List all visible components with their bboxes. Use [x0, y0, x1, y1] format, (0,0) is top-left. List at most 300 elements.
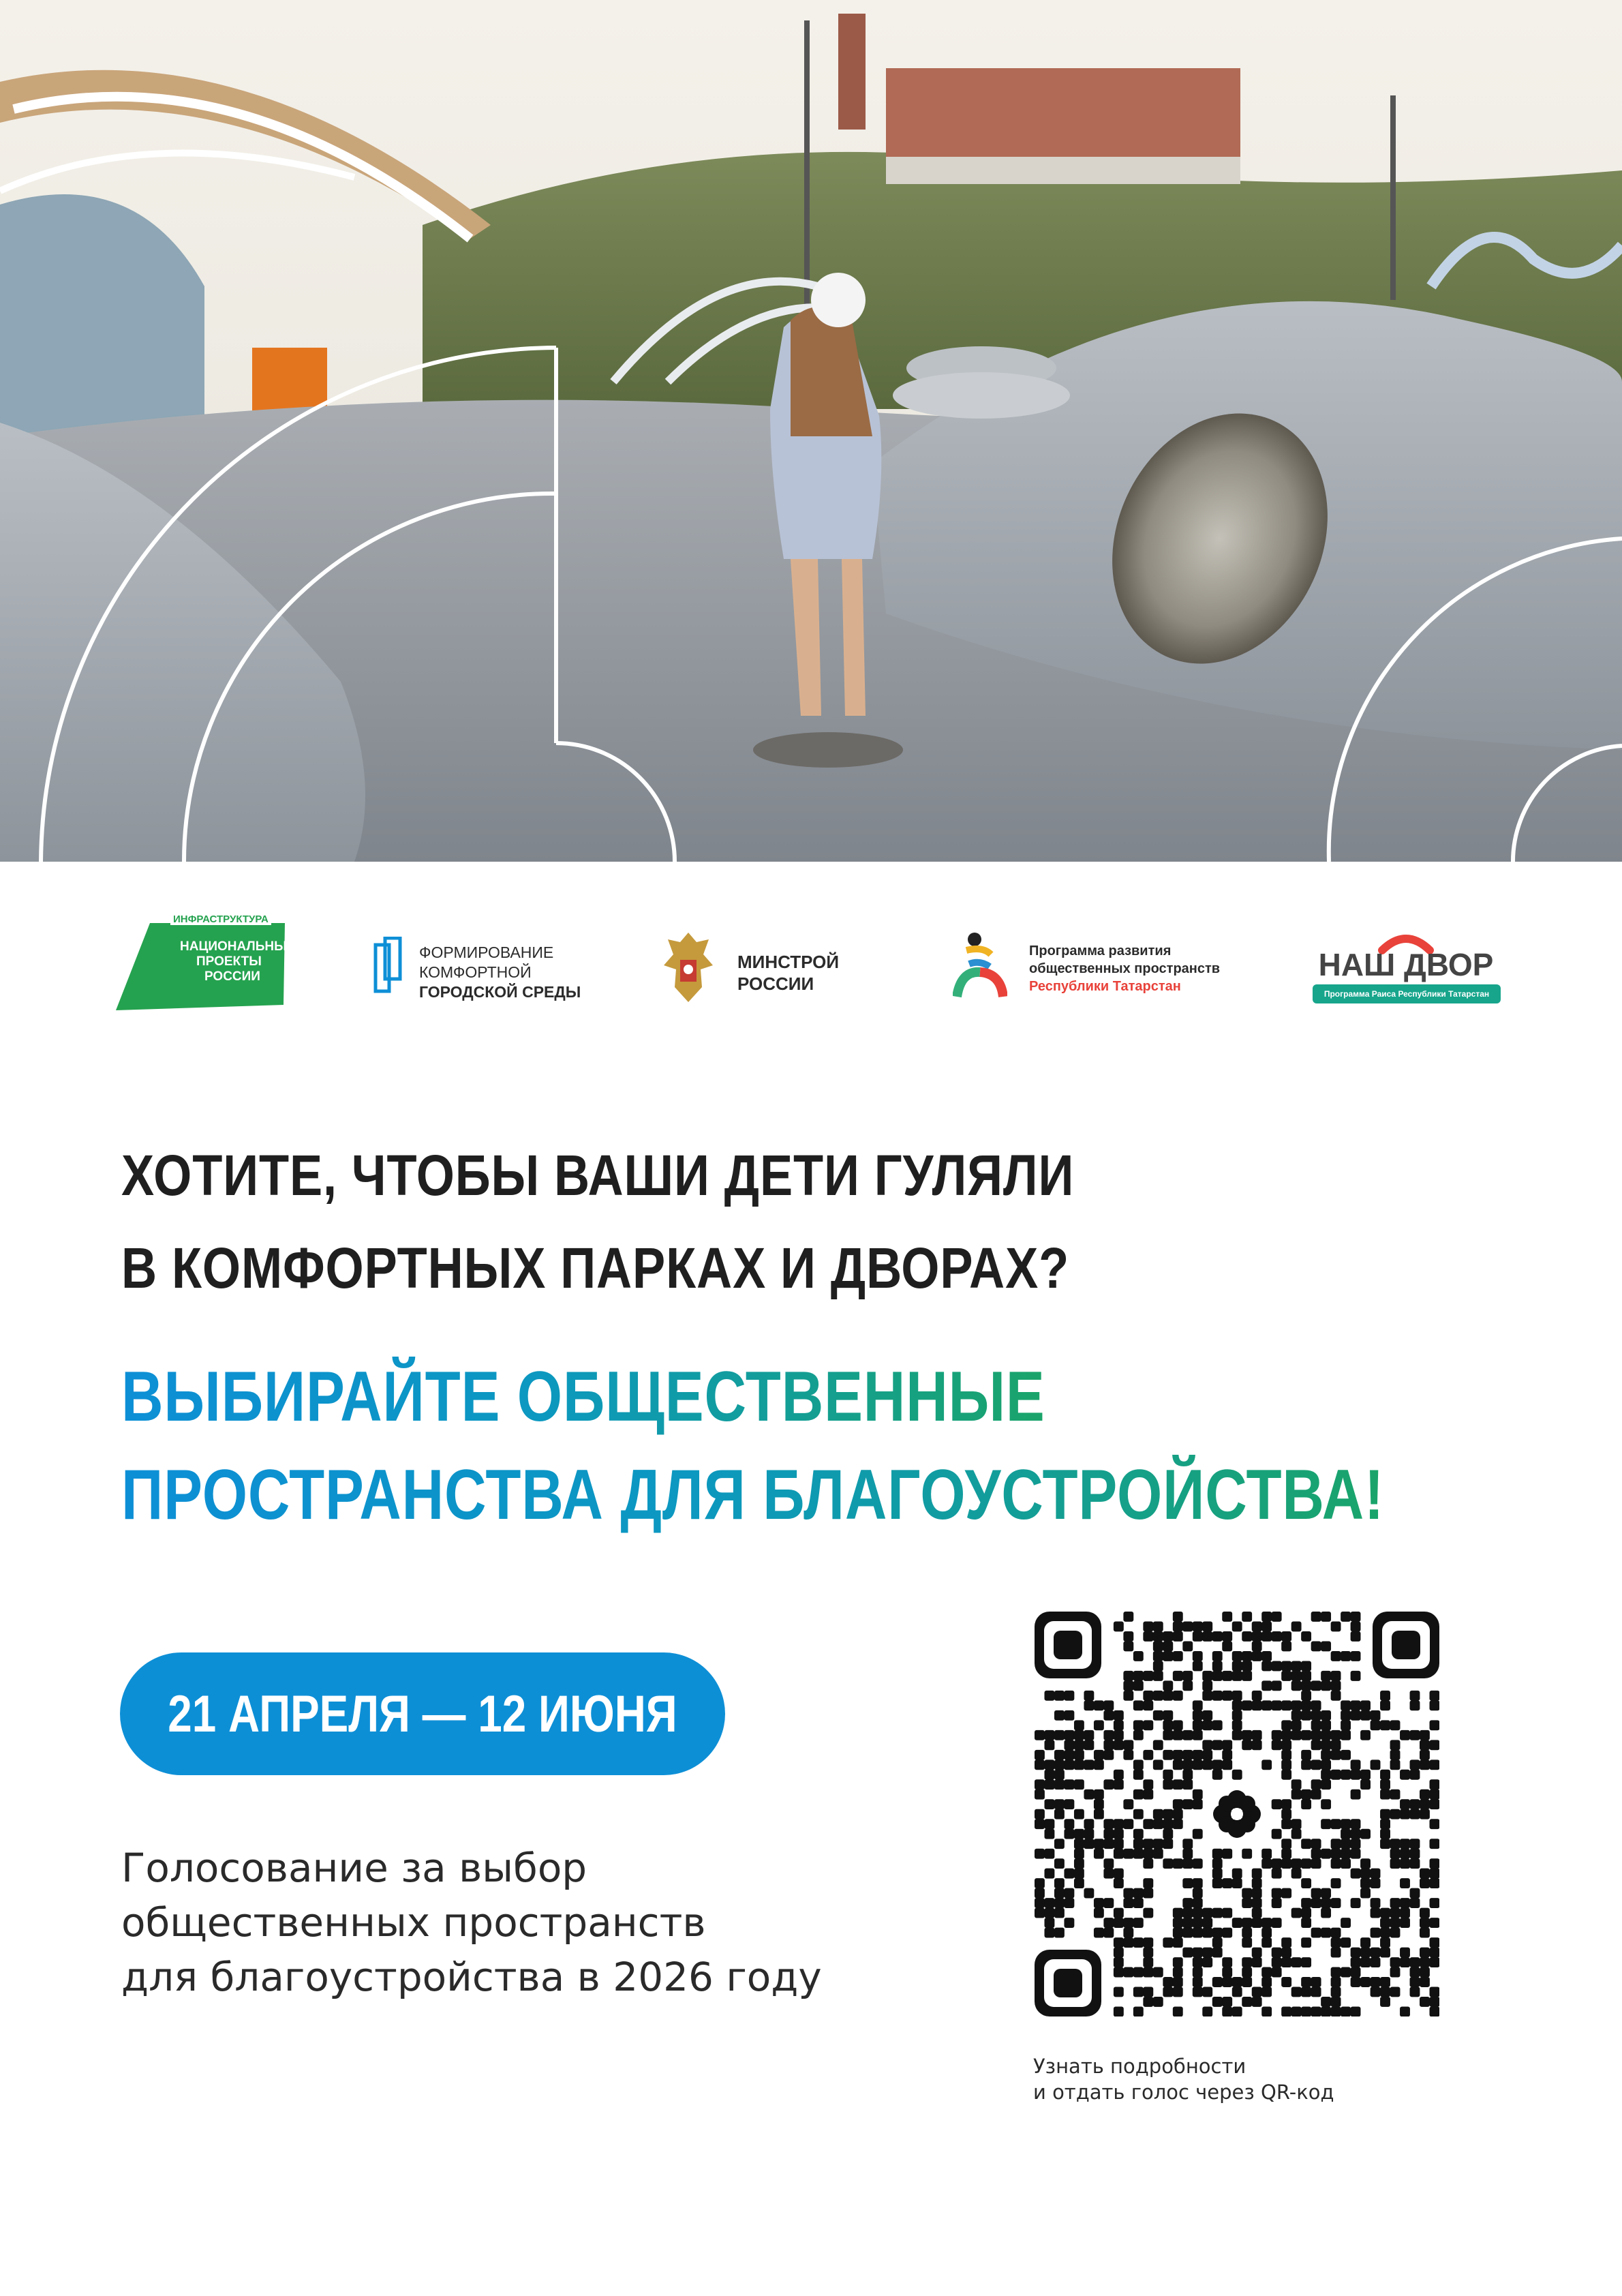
- qr-module: [1321, 1612, 1331, 1622]
- qr-module: [1084, 1730, 1094, 1740]
- qr-module: [1064, 1869, 1074, 1879]
- qr-module: [1331, 1849, 1341, 1859]
- qr-module: [1390, 1750, 1401, 1760]
- qr-module: [1202, 1987, 1212, 1997]
- qr-module: [1163, 1858, 1173, 1869]
- qr-module: [1094, 1839, 1104, 1849]
- qr-module: [1430, 1691, 1439, 1701]
- qr-module: [1272, 1948, 1282, 1958]
- qr-module: [1222, 1957, 1232, 1967]
- qr-module: [1212, 1740, 1223, 1750]
- qr-module: [1133, 1671, 1144, 1681]
- qr-module: [1242, 1612, 1252, 1622]
- qr-module: [1084, 1888, 1094, 1899]
- qr-module: [1173, 1612, 1183, 1622]
- qr-module: [1044, 1770, 1054, 1780]
- qr-module: [1074, 1730, 1084, 1740]
- qr-module: [1410, 1888, 1420, 1899]
- qr-module: [1252, 1631, 1262, 1642]
- qr-module: [1430, 1858, 1439, 1869]
- qr-module: [1380, 1700, 1390, 1710]
- qr-module: [1114, 1621, 1124, 1631]
- qr-module: [1143, 1849, 1153, 1859]
- qr-module: [1291, 1671, 1302, 1681]
- qr-module: [1153, 1621, 1163, 1631]
- qr-module: [1281, 1799, 1291, 1809]
- qr-module: [1261, 1661, 1272, 1671]
- qr-module: [1182, 1770, 1193, 1780]
- qr-module: [1103, 1898, 1114, 1908]
- qr-module: [1380, 1937, 1390, 1948]
- qr-module: [1123, 1691, 1133, 1701]
- qr-module: [1390, 1957, 1401, 1967]
- qr-module: [1074, 1858, 1084, 1869]
- qr-module: [1133, 1730, 1144, 1740]
- qr-module: [1242, 1631, 1252, 1642]
- qr-module: [1222, 1908, 1232, 1918]
- qr-module: [1123, 1799, 1133, 1809]
- qr-module: [1064, 1819, 1074, 1829]
- qr-module: [1301, 2007, 1311, 2016]
- qr-module: [1173, 1819, 1183, 1829]
- qr-module: [1281, 1888, 1291, 1899]
- qr-module: [1232, 1671, 1242, 1681]
- qr-module: [1163, 1691, 1173, 1701]
- cta-line-2: ПРОСТРАНСТВА ДЛЯ БЛАГОУСТРОЙСТВА!: [121, 1455, 1385, 1535]
- qr-module: [1103, 1839, 1114, 1849]
- qr-module: [1232, 1770, 1242, 1780]
- qr-module: [1193, 1799, 1203, 1809]
- qr-module: [1410, 1809, 1420, 1819]
- qr-module: [1301, 1918, 1311, 1928]
- qr-module: [1074, 1878, 1084, 1888]
- qr-module: [1351, 1967, 1361, 1978]
- qr-code[interactable]: [1035, 1612, 1439, 2016]
- qr-module: [1193, 1948, 1203, 1958]
- qr-module: [1272, 1730, 1282, 1740]
- qr-module: [1193, 1661, 1203, 1671]
- qr-module: [1133, 2007, 1144, 2016]
- qr-module: [1143, 1937, 1153, 1948]
- qr-module: [1430, 1918, 1439, 1928]
- qr-module: [1360, 1700, 1371, 1710]
- qr-module: [1341, 1849, 1351, 1859]
- qr-module: [1252, 1987, 1262, 1997]
- qr-module: [1114, 1720, 1124, 1730]
- qr-module: [1321, 1641, 1331, 1651]
- qr-module: [1410, 1977, 1420, 1987]
- date-range: 21 АПРЕЛЯ — 12 ИЮНЯ: [168, 1685, 677, 1743]
- qr-module: [1193, 1888, 1203, 1899]
- qr-module: [1341, 1730, 1351, 1740]
- qr-module: [1420, 1928, 1430, 1938]
- partner-logos: [0, 862, 1622, 1080]
- qr-module: [1331, 1680, 1341, 1691]
- qr-module: [1272, 1631, 1282, 1642]
- qr-module: [1103, 1829, 1114, 1839]
- qr-module: [1074, 1779, 1084, 1789]
- qr-module: [1153, 1849, 1163, 1859]
- qr-module: [1252, 1908, 1262, 1918]
- qr-module: [1143, 1789, 1153, 1800]
- qr-module: [1390, 1928, 1401, 1938]
- qr-module: [1173, 1918, 1183, 1928]
- building-icon: [371, 937, 406, 998]
- qr-module: [1173, 1858, 1183, 1869]
- qr-module: [1430, 1700, 1439, 1710]
- qr-module: [1371, 1720, 1381, 1730]
- qr-module: [1044, 1779, 1054, 1789]
- qr-module: [1272, 1957, 1282, 1967]
- qr-module: [1311, 1680, 1321, 1691]
- nashdvor-subtitle: Программа Раиса Республики Татарстан: [1313, 984, 1501, 1003]
- natproj-logo: [109, 913, 296, 1018]
- qr-module: [1301, 1858, 1311, 1869]
- qr-module: [1321, 1888, 1331, 1899]
- qr-module: [1371, 1908, 1381, 1918]
- qr-module: [1074, 1829, 1084, 1839]
- qr-module: [1103, 1740, 1114, 1750]
- qr-module: [1202, 1759, 1212, 1770]
- qr-module: [1390, 1809, 1401, 1819]
- qr-module: [1182, 1849, 1193, 1859]
- qr-module: [1064, 1898, 1074, 1908]
- qr-module: [1252, 1878, 1262, 1888]
- qr-module: [1390, 1759, 1401, 1770]
- qr-module: [1311, 1789, 1321, 1800]
- qr-module: [1341, 1839, 1351, 1849]
- qr-module: [1212, 1948, 1223, 1958]
- qr-module: [1173, 1720, 1183, 1730]
- qr-module: [1133, 1839, 1144, 1849]
- qr-module: [1281, 1839, 1291, 1849]
- qr-module: [1400, 1908, 1410, 1918]
- qr-module: [1133, 1987, 1144, 1997]
- qr-module: [1321, 1671, 1331, 1681]
- qr-module: [1351, 1898, 1361, 1908]
- qr-module: [1222, 2007, 1232, 2016]
- qr-module: [1400, 1957, 1410, 1967]
- qr-module: [1430, 1898, 1439, 1908]
- qr-module: [1143, 1997, 1153, 2007]
- qr-module: [1351, 1849, 1361, 1859]
- qr-module: [1430, 1819, 1439, 1829]
- qr-module: [1114, 1908, 1124, 1918]
- qr-module: [1202, 1928, 1212, 1938]
- qr-module: [1182, 1878, 1193, 1888]
- qr-module: [1261, 1680, 1272, 1691]
- qr-module: [1360, 1888, 1371, 1899]
- qr-module: [1212, 1878, 1223, 1888]
- qr-module: [1351, 1631, 1361, 1642]
- qr-module: [1380, 1720, 1390, 1730]
- qr-module: [1351, 1700, 1361, 1710]
- qr-module: [1272, 1700, 1282, 1710]
- qr-module: [1281, 1957, 1291, 1967]
- qr-module: [1311, 1977, 1321, 1987]
- qr-module: [1291, 1819, 1302, 1829]
- qr-module: [1351, 1710, 1361, 1721]
- qr-module: [1390, 1720, 1401, 1730]
- qr-module: [1331, 1819, 1341, 1829]
- qr-module: [1301, 1680, 1311, 1691]
- qr-module: [1360, 1937, 1371, 1948]
- qr-module: [1331, 1967, 1341, 1978]
- qr-module: [1242, 1661, 1252, 1671]
- qr-module: [1252, 1651, 1262, 1661]
- qr-module: [1400, 1770, 1410, 1780]
- qr-module: [1420, 1759, 1430, 1770]
- natproj-line2: ПРОЕКТЫ: [196, 954, 262, 969]
- qr-module: [1182, 1779, 1193, 1789]
- qr-module: [1420, 1730, 1430, 1740]
- qr-module: [1390, 1918, 1401, 1928]
- qr-module: [1103, 1710, 1114, 1721]
- qr-module: [1301, 1839, 1311, 1849]
- qr-module: [1331, 1770, 1341, 1780]
- qr-module: [1153, 1997, 1163, 2007]
- qr-module: [1103, 1819, 1114, 1829]
- qr-module: [1212, 1631, 1223, 1642]
- qr-module: [1242, 1937, 1252, 1948]
- qr-module: [1272, 1858, 1282, 1869]
- qr-module: [1311, 1759, 1321, 1770]
- qr-module: [1163, 1987, 1173, 1997]
- qr-module: [1252, 1898, 1262, 1908]
- qr-module: [1252, 1948, 1262, 1958]
- qr-module: [1163, 1809, 1173, 1819]
- qr-module: [1103, 1928, 1114, 1938]
- qr-module: [1430, 1957, 1439, 1967]
- qr-module: [1261, 1759, 1272, 1770]
- qr-module: [1410, 1987, 1420, 1997]
- qr-module: [1114, 1948, 1124, 1958]
- qr-module: [1193, 1621, 1203, 1631]
- qr-module: [1064, 1710, 1074, 1721]
- qr-module: [1390, 1858, 1401, 1869]
- qr-module: [1114, 1849, 1124, 1859]
- qr-module: [1272, 1918, 1282, 1928]
- qr-module: [1410, 1691, 1420, 1701]
- qr-module: [1212, 1691, 1223, 1701]
- qr-module: [1261, 2007, 1272, 2016]
- qr-module: [1182, 1948, 1193, 1958]
- fkgs-line3: ГОРОДСКОЙ СРЕДЫ: [419, 983, 581, 1001]
- qr-module: [1133, 1829, 1144, 1839]
- qr-module: [1114, 1967, 1124, 1978]
- qr-module: [1380, 1839, 1390, 1849]
- qr-module: [1054, 1779, 1065, 1789]
- qr-module: [1173, 1779, 1183, 1789]
- qr-module: [1272, 1661, 1282, 1671]
- qr-module: [1291, 1710, 1302, 1721]
- qr-module: [1242, 1740, 1252, 1750]
- qr-module: [1123, 1641, 1133, 1651]
- qr-module: [1133, 1809, 1144, 1819]
- qr-module: [1193, 1977, 1203, 1987]
- qr-module: [1182, 1641, 1193, 1651]
- qr-module: [1202, 2007, 1212, 2016]
- qr-module: [1252, 1869, 1262, 1879]
- qr-module: [1212, 1651, 1223, 1661]
- qr-module: [1301, 1908, 1311, 1918]
- qr-module: [1331, 1750, 1341, 1760]
- qr-module: [1281, 1937, 1291, 1948]
- qr-module: [1272, 1680, 1282, 1691]
- qr-module: [1163, 1710, 1173, 1721]
- qr-module: [1341, 1858, 1351, 1869]
- qr-module: [1163, 1631, 1173, 1642]
- qr-module: [1153, 1691, 1163, 1701]
- qr-module: [1143, 1720, 1153, 1730]
- qr-module: [1380, 1977, 1390, 1987]
- qr-module: [1163, 1651, 1173, 1661]
- qr-module: [1281, 1740, 1291, 1750]
- qr-module: [1222, 1691, 1232, 1701]
- qr-module: [1212, 1869, 1223, 1879]
- qr-module: [1252, 1621, 1262, 1631]
- qr-module: [1351, 1839, 1361, 1849]
- qr-module: [1321, 1898, 1331, 1908]
- qr-module: [1153, 1661, 1163, 1671]
- qr-module: [1390, 1987, 1401, 1997]
- qr-module: [1202, 1691, 1212, 1701]
- qr-module: [1311, 1700, 1321, 1710]
- qr-module: [1064, 1759, 1074, 1770]
- qr-module: [1054, 1809, 1065, 1819]
- qr-module: [1123, 1740, 1133, 1750]
- program-line1: Программа развития: [1029, 943, 1172, 958]
- qr-module: [1084, 1691, 1094, 1701]
- qr-module: [1331, 1898, 1341, 1908]
- qr-module: [1133, 1789, 1144, 1800]
- qr-module: [1114, 1730, 1124, 1740]
- qr-module: [1173, 1750, 1183, 1760]
- qr-module: [1360, 1957, 1371, 1967]
- qr-module: [1074, 1720, 1084, 1730]
- qr-module: [1182, 1908, 1193, 1918]
- qr-module: [1261, 1977, 1272, 1987]
- qr-module: [1035, 1789, 1045, 1800]
- qr-module: [1291, 1957, 1302, 1967]
- qr-module: [1371, 1948, 1381, 1958]
- qr-module: [1202, 1680, 1212, 1691]
- qr-module: [1054, 1878, 1065, 1888]
- qr-module: [1054, 1839, 1065, 1849]
- qr-module: [1341, 1710, 1351, 1721]
- qr-module: [1252, 1641, 1262, 1651]
- qr-module: [1103, 1750, 1114, 1760]
- qr-module: [1035, 1819, 1045, 1829]
- qr-module: [1351, 2007, 1361, 2016]
- qr-module: [1193, 1928, 1203, 1938]
- qr-module: [1163, 1730, 1173, 1740]
- qr-module: [1400, 1839, 1410, 1849]
- qr-module: [1103, 1730, 1114, 1740]
- program-logo: [953, 930, 1239, 1005]
- qr-module: [1351, 1948, 1361, 1958]
- qr-module: [1163, 1839, 1173, 1849]
- qr-module: [1291, 1661, 1302, 1671]
- qr-module: [1143, 1819, 1153, 1829]
- qr-module: [1173, 1967, 1183, 1978]
- qr-module: [1114, 1839, 1124, 1849]
- qr-module: [1430, 1779, 1439, 1789]
- qr-module: [1400, 2007, 1410, 2016]
- qr-module: [1351, 1651, 1361, 1661]
- qr-module: [1143, 1671, 1153, 1681]
- qr-module: [1064, 1829, 1074, 1839]
- qr-module: [1153, 1641, 1163, 1651]
- qr-module: [1281, 1730, 1291, 1740]
- natproj-top-label: ИНФРАСТРУКТУРА: [170, 913, 271, 925]
- qr-module: [1173, 1957, 1183, 1967]
- qr-module: [1114, 1869, 1124, 1879]
- qr-module: [1153, 1819, 1163, 1829]
- qr-module: [1410, 1759, 1420, 1770]
- qr-module: [1390, 1898, 1401, 1908]
- qr-module: [1044, 1740, 1054, 1750]
- qr-module: [1094, 1750, 1104, 1760]
- qr-module: [1371, 1987, 1381, 1997]
- qr-finder-top-left: [1035, 1612, 1101, 1678]
- qr-module: [1193, 1967, 1203, 1978]
- qr-module: [1242, 1671, 1252, 1681]
- qr-module: [1311, 1898, 1321, 1908]
- qr-module: [1163, 1750, 1173, 1760]
- qr-module: [1153, 1631, 1163, 1642]
- qr-module: [1390, 1849, 1401, 1859]
- qr-module: [1054, 1750, 1065, 1760]
- qr-module: [1232, 2007, 1242, 2016]
- qr-module: [1143, 1779, 1153, 1789]
- qr-module: [1341, 1967, 1351, 1978]
- qr-module: [1380, 1928, 1390, 1938]
- qr-module: [1143, 1750, 1153, 1760]
- qr-module: [1380, 1691, 1390, 1701]
- qr-module: [1193, 1631, 1203, 1642]
- qr-module: [1163, 1977, 1173, 1987]
- qr-module: [1182, 1839, 1193, 1849]
- qr-module: [1410, 1898, 1420, 1908]
- qr-module: [1143, 1948, 1153, 1958]
- qr-module: [1173, 1799, 1183, 1809]
- natproj-line1: НАЦИОНАЛЬНЫЕ: [180, 939, 296, 954]
- qr-module: [1054, 1858, 1065, 1869]
- qr-module: [1222, 1878, 1232, 1888]
- qr-finder-top-right: [1373, 1612, 1439, 1678]
- qr-module: [1272, 1869, 1282, 1879]
- qr-module: [1242, 1849, 1252, 1859]
- qr-module: [1301, 1631, 1311, 1642]
- qr-module: [1094, 1759, 1104, 1770]
- qr-module: [1400, 1858, 1410, 1869]
- qr-module: [1430, 1839, 1439, 1849]
- qr-module: [1044, 1918, 1054, 1928]
- qr-module: [1430, 1799, 1439, 1809]
- qr-module: [1222, 1977, 1232, 1987]
- qr-module: [1123, 1967, 1133, 1978]
- qr-module: [1351, 1671, 1361, 1681]
- qr-module: [1371, 1759, 1381, 1770]
- qr-module: [1321, 1750, 1331, 1760]
- qr-module: [1291, 1829, 1302, 1839]
- qr-module: [1054, 1759, 1065, 1770]
- qr-module: [1035, 1849, 1045, 1859]
- qr-module: [1173, 1809, 1183, 1819]
- qr-module: [1281, 1641, 1291, 1651]
- qr-module: [1410, 1849, 1420, 1859]
